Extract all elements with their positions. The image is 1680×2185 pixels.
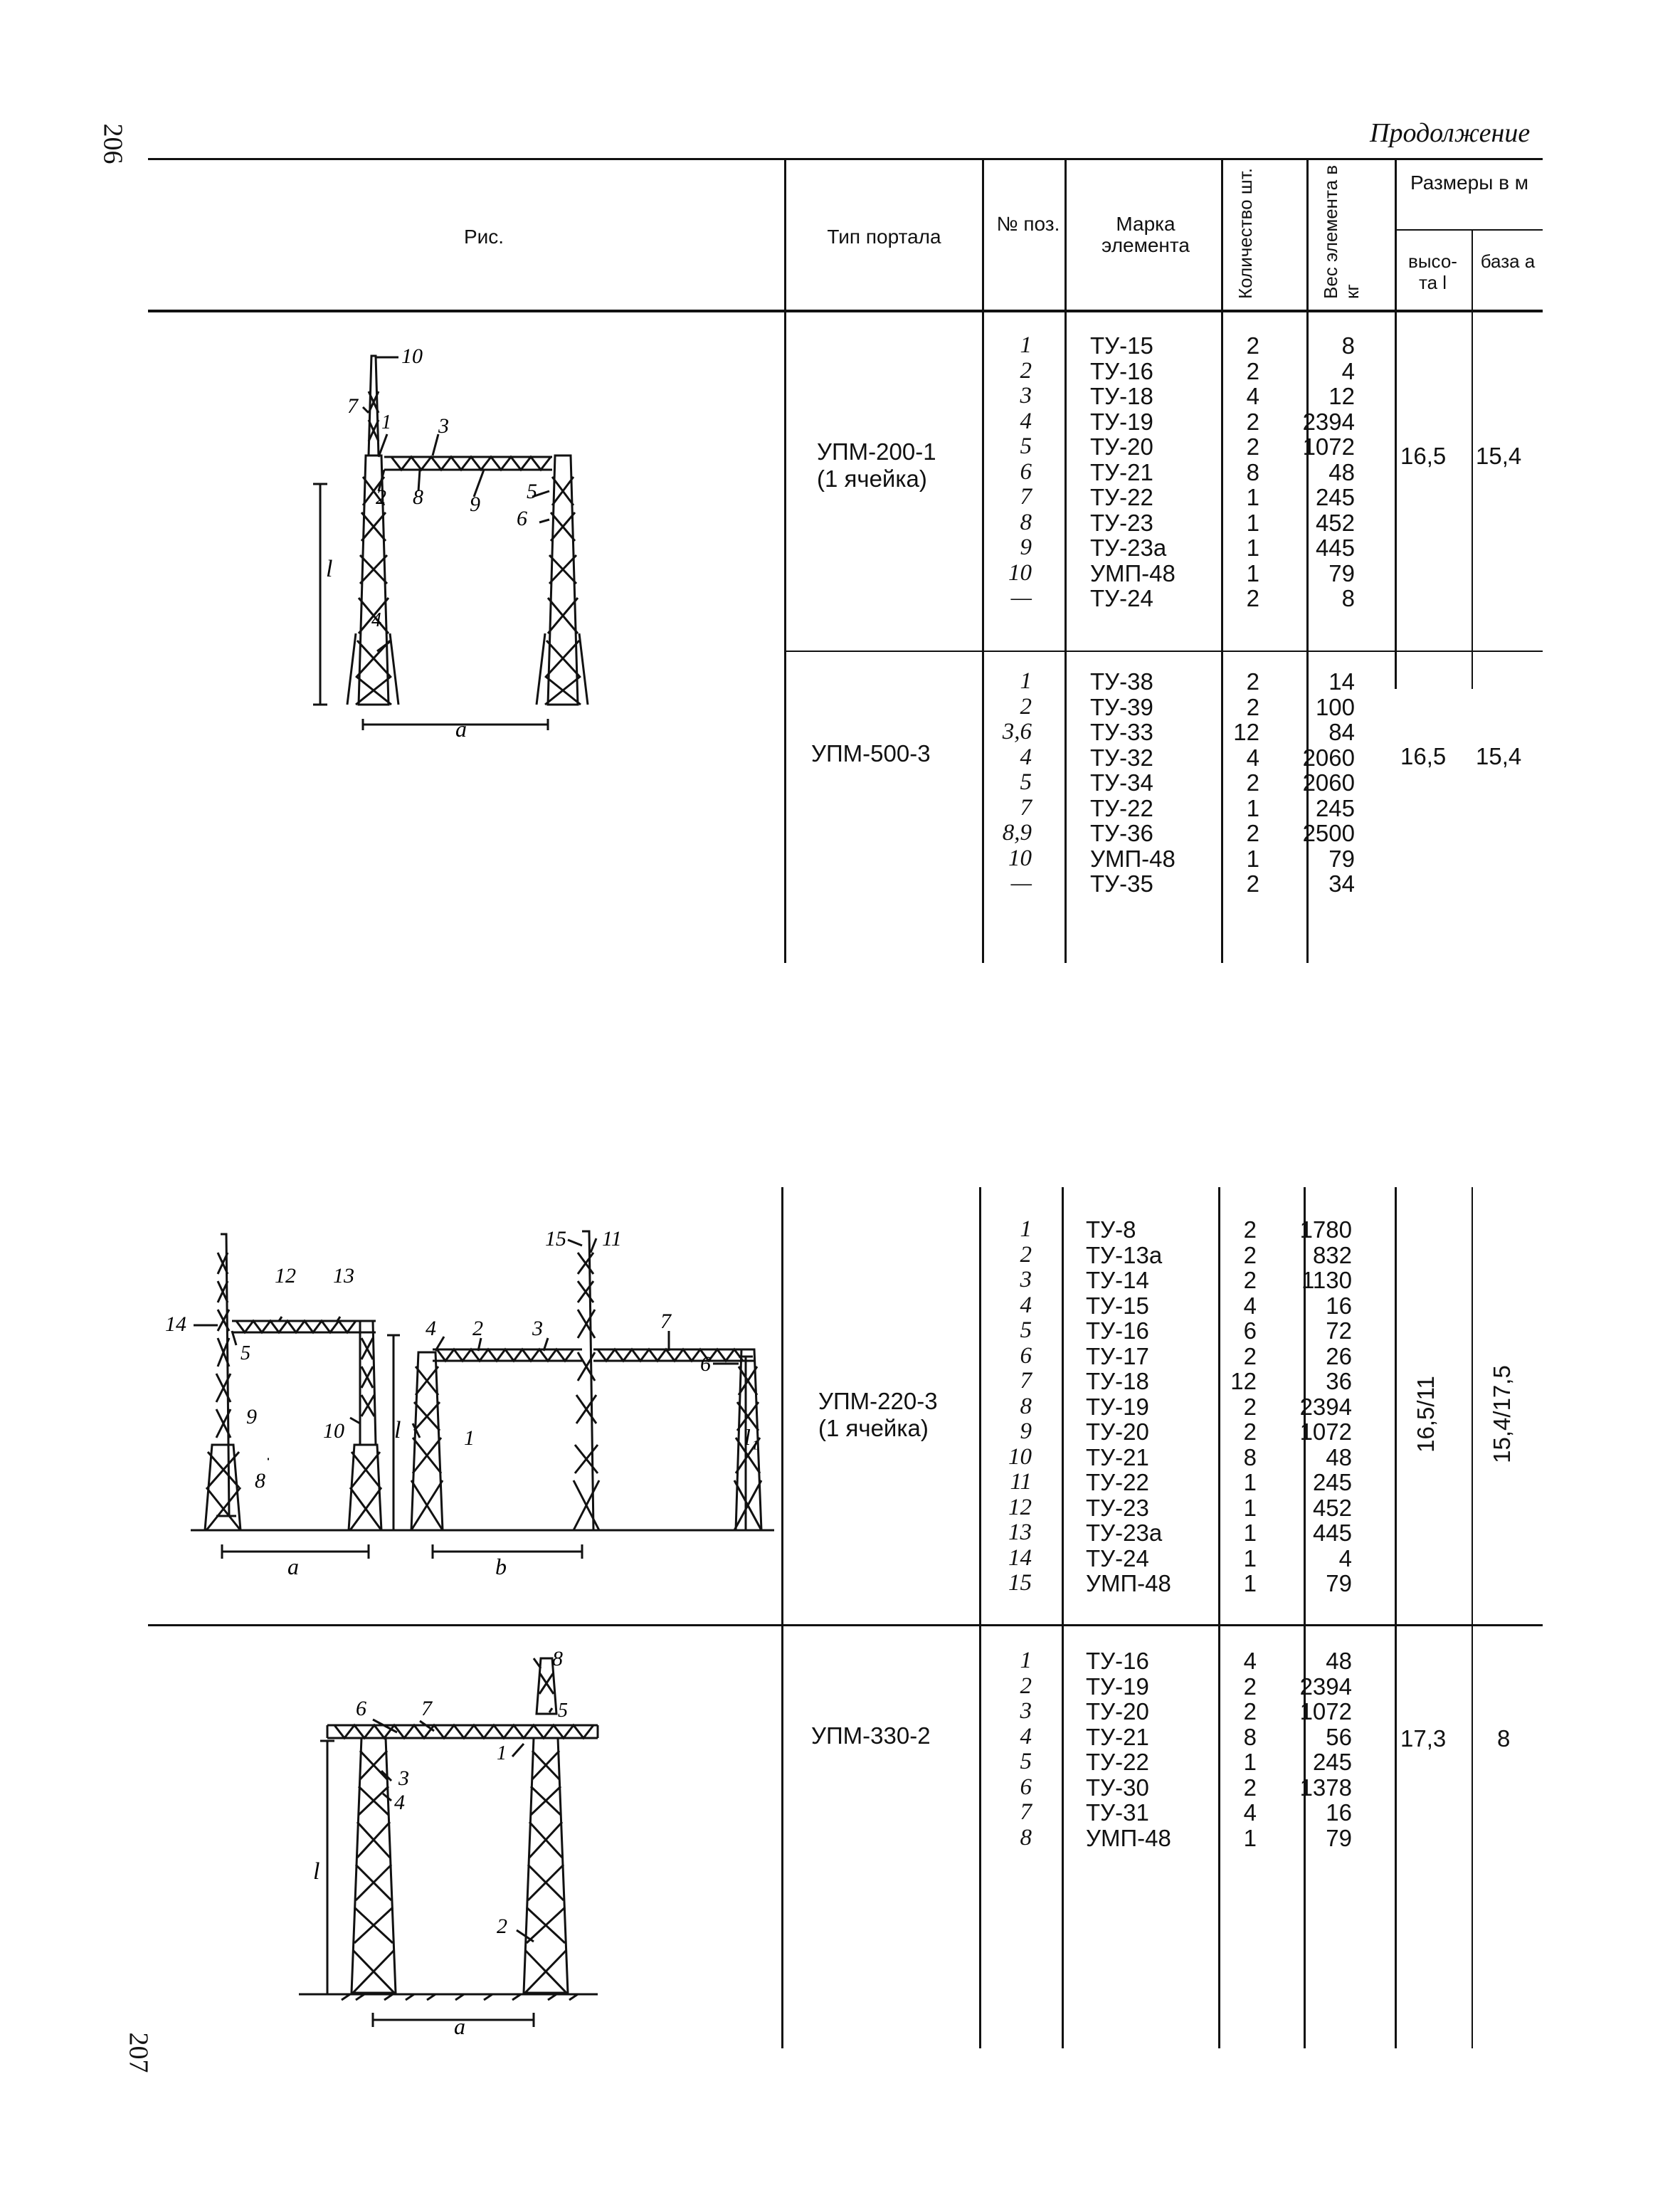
- weight-cell: 2060: [1302, 744, 1355, 771]
- column-divider: [1395, 312, 1397, 689]
- qty-cell: 2: [1246, 332, 1259, 359]
- column-divider: [784, 312, 786, 963]
- header-weight: Вес элемента в кг: [1320, 164, 1363, 299]
- pos-cell: 10: [1008, 1443, 1032, 1470]
- weight-cell: 100: [1315, 693, 1355, 720]
- pos-cell: 11: [1010, 1469, 1032, 1495]
- pos-cell: 5: [1020, 1317, 1032, 1343]
- qty-cell: 8: [1243, 1723, 1257, 1750]
- weight-cell: 2394: [1299, 1673, 1352, 1700]
- svg-text:6: 6: [517, 507, 527, 530]
- height-value: 16,5: [1400, 743, 1447, 769]
- qty-cell: 4: [1243, 1292, 1257, 1319]
- weight-cell: 1130: [1301, 1267, 1352, 1293]
- weight-cell: 79: [1326, 1570, 1352, 1596]
- qty-cell: 2: [1243, 1393, 1257, 1420]
- pos-cell: 2: [1020, 1673, 1032, 1699]
- header-mark: Марка элемента: [1101, 213, 1190, 256]
- column-divider: [781, 1187, 783, 2048]
- svg-text:2: 2: [497, 1915, 507, 1938]
- qty-cell: 1: [1243, 1749, 1257, 1775]
- weight-cell: 34: [1328, 870, 1355, 897]
- qty-cell: 2: [1243, 1774, 1257, 1801]
- qty-cell: 12: [1230, 1368, 1257, 1394]
- height-value: 16,5: [1400, 443, 1447, 469]
- mark-cell: ТУ-24: [1090, 585, 1153, 611]
- svg-text:11: 11: [602, 1227, 622, 1251]
- portal-figure-upm-220-3: [162, 1227, 774, 1587]
- pos-cell: 15: [1008, 1570, 1032, 1596]
- header-height: высо- та l: [1408, 251, 1457, 293]
- pos-cell: 2: [1020, 1241, 1032, 1268]
- mark-cell: ТУ-32: [1090, 744, 1153, 771]
- weight-cell: 452: [1315, 509, 1355, 536]
- pos-cell: 1: [1020, 1216, 1032, 1242]
- weight-cell: 832: [1312, 1241, 1352, 1268]
- svg-text:5: 5: [527, 480, 537, 503]
- svg-text:2: 2: [472, 1317, 483, 1340]
- page-number-bottom: 207: [123, 2032, 154, 2073]
- pos-cell: 9: [1020, 535, 1032, 560]
- pos-cell: 1: [1020, 1648, 1032, 1673]
- mark-cell: ТУ-16: [1090, 357, 1153, 384]
- mark-cell: ТУ-19: [1086, 1673, 1149, 1700]
- header-divider: [1395, 158, 1397, 312]
- pos-cell: —: [1010, 585, 1032, 611]
- portal-type: [811, 740, 931, 767]
- pos-cell: 2: [1020, 357, 1032, 384]
- header-divider: [784, 158, 786, 312]
- qty-cell: 2: [1246, 408, 1259, 435]
- pos-cell: 3,6: [1002, 719, 1032, 744]
- pos-column: [982, 669, 1032, 897]
- qty-cell: 2: [1243, 1216, 1257, 1243]
- weight-cell: 8: [1341, 585, 1355, 611]
- svg-text:3: 3: [398, 1767, 409, 1790]
- portal-type-line: (1 ячейка): [817, 465, 927, 492]
- qty-cell: 2: [1246, 585, 1259, 611]
- qty-cell: 2: [1246, 820, 1259, 846]
- svg-text:9: 9: [470, 493, 480, 516]
- portal-figure-upm-200-1: [313, 344, 612, 742]
- pos-cell: 7: [1020, 1368, 1032, 1394]
- column-divider: [1395, 1187, 1397, 2048]
- pos-cell: 8: [1020, 509, 1032, 535]
- weight-cell: 245: [1312, 1749, 1352, 1775]
- weight-cell: 445: [1315, 535, 1355, 561]
- weight-cell: 4: [1338, 1544, 1352, 1571]
- base-value: 15,4: [1476, 443, 1522, 469]
- header-divider: [982, 158, 984, 312]
- continuation-label: Продолжение: [1370, 118, 1531, 148]
- qty-cell: 2: [1246, 668, 1259, 695]
- pos-cell: 14: [1008, 1544, 1032, 1571]
- qty-cell: 1: [1243, 1520, 1257, 1546]
- mark-cell: ТУ-18: [1090, 383, 1153, 409]
- base-value: 8: [1497, 1725, 1511, 1752]
- portal-type-line: УПМ-500-3: [811, 740, 931, 767]
- mark-cell: ТУ-18: [1086, 1368, 1149, 1394]
- weight-cell: 16: [1326, 1799, 1352, 1826]
- mark-cell: ТУ-14: [1086, 1267, 1149, 1293]
- weight-cell: 48: [1326, 1648, 1352, 1674]
- qty-cell: 1: [1243, 1494, 1257, 1521]
- pos-cell: 2: [1020, 693, 1032, 720]
- weight-cell: 1378: [1299, 1774, 1352, 1801]
- mark-cell: ТУ-22: [1086, 1749, 1149, 1775]
- qty-cell: 1: [1243, 1824, 1257, 1851]
- mark-cell: ТУ-23: [1086, 1494, 1149, 1521]
- mark-cell: ТУ-20: [1086, 1698, 1149, 1725]
- qty-column: [1228, 1648, 1257, 1850]
- mark-cell: ТУ-36: [1090, 820, 1153, 846]
- row-separator: [148, 1624, 1543, 1626]
- mark-cell: ТУ-35: [1090, 870, 1153, 897]
- column-divider: [1062, 1187, 1064, 2048]
- pos-cell: 7: [1020, 794, 1032, 821]
- mark-cell: УМП-48: [1086, 1824, 1171, 1851]
- svg-text:10: 10: [323, 1419, 344, 1443]
- pos-cell: 4: [1020, 408, 1032, 434]
- weight-cell: 2394: [1299, 1393, 1352, 1420]
- qty-cell: 1: [1246, 484, 1259, 510]
- mark-cell: ТУ-16: [1086, 1648, 1149, 1674]
- qty-column: [1231, 333, 1259, 611]
- qty-cell: 1: [1246, 559, 1259, 586]
- base-value: 15,4: [1476, 743, 1522, 769]
- weight-column: [1292, 1648, 1352, 1850]
- pos-cell: 6: [1020, 1774, 1032, 1800]
- pos-cell: 6: [1020, 458, 1032, 485]
- pos-cell: 5: [1020, 769, 1032, 795]
- pos-column: [989, 1217, 1032, 1596]
- mark-cell: ТУ-17: [1086, 1342, 1149, 1369]
- svg-text:3: 3: [532, 1317, 543, 1340]
- header-divider: [1472, 229, 1473, 312]
- svg-text:a: a: [455, 716, 467, 742]
- svg-text:4: 4: [394, 1791, 405, 1814]
- weight-cell: 48: [1328, 458, 1355, 485]
- mark-cell: ТУ-21: [1086, 1723, 1149, 1750]
- mark-cell: ТУ-22: [1090, 484, 1153, 510]
- qty-cell: 1: [1246, 509, 1259, 536]
- mark-cell: ТУ-31: [1086, 1799, 1149, 1826]
- portal-type: [818, 1388, 938, 1442]
- svg-text:8: 8: [552, 1647, 563, 1670]
- mark-cell: ТУ-19: [1086, 1393, 1149, 1420]
- mark-cell: ТУ-38: [1090, 668, 1153, 695]
- svg-text:2: 2: [376, 485, 386, 509]
- qty-column: [1231, 669, 1259, 897]
- mark-column: [1086, 1648, 1171, 1850]
- mark-cell: ТУ-13а: [1086, 1241, 1163, 1268]
- mark-column: [1090, 333, 1176, 611]
- weight-cell: 72: [1326, 1317, 1352, 1344]
- weight-cell: 14: [1328, 668, 1355, 695]
- qty-cell: 2: [1243, 1342, 1257, 1369]
- height-value: 17,3: [1400, 1725, 1447, 1752]
- qty-cell: 2: [1243, 1698, 1257, 1725]
- svg-text:l: l: [394, 1417, 401, 1443]
- svg-text:7: 7: [660, 1310, 671, 1333]
- mark-cell: ТУ-33: [1090, 719, 1153, 745]
- base-value: 15,4/17,5: [1489, 1365, 1515, 1463]
- svg-text:b: b: [495, 1554, 507, 1579]
- weight-cell: 36: [1326, 1368, 1352, 1394]
- weight-cell: 245: [1315, 484, 1355, 510]
- qty-cell: 2: [1246, 693, 1259, 720]
- row-separator: [784, 651, 1543, 652]
- weight-cell: 79: [1326, 1824, 1352, 1851]
- qty-cell: 2: [1243, 1418, 1257, 1445]
- mark-cell: УМП-48: [1086, 1570, 1171, 1596]
- mark-cell: ТУ-21: [1090, 458, 1153, 485]
- weight-cell: 79: [1328, 845, 1355, 872]
- weight-cell: 452: [1312, 1494, 1352, 1521]
- header-dims: Размеры в м: [1410, 172, 1529, 194]
- svg-text:9: 9: [246, 1405, 257, 1428]
- mark-cell: ТУ-34: [1090, 769, 1153, 796]
- weight-column: [1295, 333, 1355, 611]
- qty-cell: 1: [1243, 1469, 1257, 1495]
- portal-figure-upm-330-2: [299, 1647, 669, 2039]
- header-base: база a: [1480, 251, 1536, 272]
- pos-cell: 9: [1020, 1418, 1032, 1444]
- weight-cell: 1072: [1299, 1698, 1352, 1725]
- qty-column: [1228, 1217, 1257, 1596]
- column-divider: [1218, 1187, 1220, 2048]
- pos-cell: 4: [1020, 1723, 1032, 1749]
- pos-cell: 8: [1020, 1824, 1032, 1850]
- qty-cell: 2: [1246, 357, 1259, 384]
- portal-type: [817, 438, 936, 493]
- mark-cell: ТУ-15: [1086, 1292, 1149, 1319]
- pos-cell: 12: [1008, 1494, 1032, 1520]
- mark-cell: ТУ-16: [1086, 1317, 1149, 1344]
- mark-cell: ТУ-23а: [1086, 1520, 1163, 1546]
- header-top-rule: [148, 158, 1543, 160]
- mark-cell: ТУ-23а: [1090, 535, 1167, 561]
- weight-cell: 245: [1315, 794, 1355, 821]
- qty-cell: 12: [1233, 719, 1259, 745]
- pos-column: [989, 1648, 1032, 1850]
- qty-cell: 8: [1243, 1443, 1257, 1470]
- portal-type: [811, 1722, 931, 1749]
- svg-text:1: 1: [497, 1742, 507, 1764]
- qty-cell: 8: [1246, 458, 1259, 485]
- qty-cell: 2: [1246, 870, 1259, 897]
- weight-cell: 2500: [1302, 820, 1355, 846]
- svg-text:a: a: [454, 2013, 465, 2039]
- header-qty: Количество шт.: [1235, 168, 1256, 299]
- portal-type-line: УПМ-330-2: [811, 1722, 931, 1749]
- weight-cell: 1072: [1299, 1418, 1352, 1445]
- weight-cell: 16: [1326, 1292, 1352, 1319]
- dims-header-rule: [1396, 229, 1543, 231]
- header-type: Тип портала: [827, 226, 941, 248]
- column-divider: [1064, 312, 1067, 963]
- mark-cell: ТУ-39: [1090, 693, 1153, 720]
- header-pos: № поз.: [996, 213, 1060, 235]
- header-bottom-rule: [148, 310, 1543, 312]
- mark-cell: ТУ-19: [1090, 408, 1153, 435]
- qty-cell: 2: [1243, 1241, 1257, 1268]
- weight-cell: 8: [1341, 332, 1355, 359]
- mark-column: [1090, 669, 1176, 897]
- weight-cell: 79: [1328, 559, 1355, 586]
- pos-cell: 3: [1020, 1698, 1032, 1724]
- header-divider: [1306, 158, 1309, 312]
- mark-cell: ТУ-20: [1086, 1418, 1149, 1445]
- qty-cell: 4: [1243, 1648, 1257, 1674]
- svg-text:5: 5: [558, 1700, 568, 1722]
- mark-cell: УМП-48: [1090, 845, 1176, 872]
- qty-cell: 2: [1246, 769, 1259, 796]
- mark-cell: ТУ-22: [1086, 1469, 1149, 1495]
- qty-cell: 2: [1243, 1267, 1257, 1293]
- mark-cell: ТУ-22: [1090, 794, 1153, 821]
- weight-cell: 48: [1326, 1443, 1352, 1470]
- height-value: 16,5/11: [1412, 1376, 1439, 1453]
- pos-column: [989, 333, 1032, 611]
- weight-cell: 56: [1326, 1723, 1352, 1750]
- pos-cell: 7: [1020, 1799, 1032, 1825]
- svg-text:8: 8: [413, 485, 423, 509]
- mark-cell: ТУ-8: [1086, 1216, 1136, 1243]
- column-divider: [1221, 312, 1223, 963]
- pos-cell: 3: [1020, 1267, 1032, 1292]
- portal-type-line: УПМ-220-3: [818, 1388, 938, 1414]
- header-divider: [1064, 158, 1067, 312]
- svg-text:10: 10: [401, 344, 423, 368]
- mark-cell: ТУ-30: [1086, 1774, 1149, 1801]
- header-fig: Рис.: [463, 226, 504, 248]
- weight-cell: 2060: [1302, 769, 1355, 796]
- pos-cell: 8,9: [1002, 820, 1032, 846]
- pos-cell: 5: [1020, 433, 1032, 459]
- svg-text:7: 7: [347, 394, 358, 418]
- qty-cell: 2: [1243, 1673, 1257, 1700]
- svg-text:l₁: l₁: [744, 1424, 759, 1450]
- qty-cell: 1: [1246, 794, 1259, 821]
- mark-cell: ТУ-21: [1086, 1443, 1149, 1470]
- pos-cell: 10: [1008, 845, 1032, 871]
- pos-cell: 4: [1020, 1292, 1032, 1318]
- svg-text:1: 1: [381, 411, 391, 433]
- pos-cell: 6: [1020, 1342, 1032, 1369]
- svg-text:4: 4: [426, 1317, 436, 1340]
- mark-cell: ТУ-23: [1090, 509, 1153, 536]
- pos-cell: —: [1010, 870, 1032, 896]
- pos-cell: 3: [1020, 383, 1032, 409]
- mark-cell: ТУ-15: [1090, 332, 1153, 359]
- svg-text:12: 12: [275, 1264, 296, 1288]
- qty-cell: 6: [1243, 1317, 1257, 1344]
- column-divider: [1472, 1187, 1473, 2048]
- svg-text:6: 6: [700, 1352, 711, 1376]
- pos-cell: 5: [1020, 1749, 1032, 1774]
- weight-cell: 1780: [1299, 1216, 1352, 1243]
- svg-text:13: 13: [333, 1264, 354, 1288]
- weight-cell: 4: [1341, 357, 1355, 384]
- qty-cell: 1: [1243, 1570, 1257, 1596]
- portal-type-line: (1 ячейка): [818, 1415, 929, 1441]
- svg-text:l: l: [313, 1858, 320, 1885]
- qty-cell: 4: [1243, 1799, 1257, 1826]
- svg-text:6: 6: [356, 1697, 366, 1720]
- mark-column: [1086, 1217, 1171, 1596]
- qty-cell: 1: [1246, 535, 1259, 561]
- svg-text:14: 14: [165, 1312, 186, 1336]
- svg-text:4: 4: [371, 609, 381, 631]
- weight-cell: 2394: [1302, 408, 1355, 435]
- pos-cell: 10: [1008, 559, 1032, 586]
- header-divider: [1221, 158, 1223, 312]
- pos-cell: 13: [1008, 1520, 1032, 1545]
- svg-text:7: 7: [421, 1697, 432, 1720]
- column-divider: [979, 1187, 981, 2048]
- weight-cell: 84: [1328, 719, 1355, 745]
- qty-cell: 1: [1246, 845, 1259, 872]
- qty-cell: 4: [1246, 383, 1259, 409]
- svg-text:a: a: [287, 1554, 299, 1579]
- svg-text:5: 5: [241, 1342, 250, 1364]
- mark-cell: ТУ-24: [1086, 1544, 1149, 1571]
- weight-cell: 12: [1328, 383, 1355, 409]
- pos-cell: 7: [1020, 484, 1032, 510]
- pos-cell: 4: [1020, 744, 1032, 770]
- page-number-top: 206: [97, 123, 128, 164]
- weight-column: [1295, 669, 1355, 897]
- weight-cell: 245: [1312, 1469, 1352, 1495]
- pos-cell: 8: [1020, 1393, 1032, 1419]
- mark-cell: ТУ-20: [1090, 433, 1153, 460]
- svg-text:15: 15: [545, 1227, 566, 1251]
- svg-text:3: 3: [438, 414, 449, 438]
- svg-text:8: 8: [255, 1469, 265, 1492]
- weight-column: [1292, 1217, 1352, 1596]
- column-divider: [1472, 312, 1473, 689]
- weight-cell: 1072: [1302, 433, 1355, 460]
- qty-cell: 4: [1246, 744, 1259, 771]
- pos-cell: 1: [1020, 332, 1032, 358]
- mark-cell: УМП-48: [1090, 559, 1176, 586]
- svg-text:1: 1: [464, 1426, 475, 1450]
- qty-cell: 2: [1246, 433, 1259, 460]
- svg-text:l: l: [326, 556, 333, 582]
- weight-cell: 445: [1312, 1520, 1352, 1546]
- weight-cell: 26: [1326, 1342, 1352, 1369]
- qty-cell: 1: [1243, 1544, 1257, 1571]
- pos-cell: 1: [1020, 668, 1032, 694]
- portal-type-line: УПМ-200-1: [817, 438, 936, 465]
